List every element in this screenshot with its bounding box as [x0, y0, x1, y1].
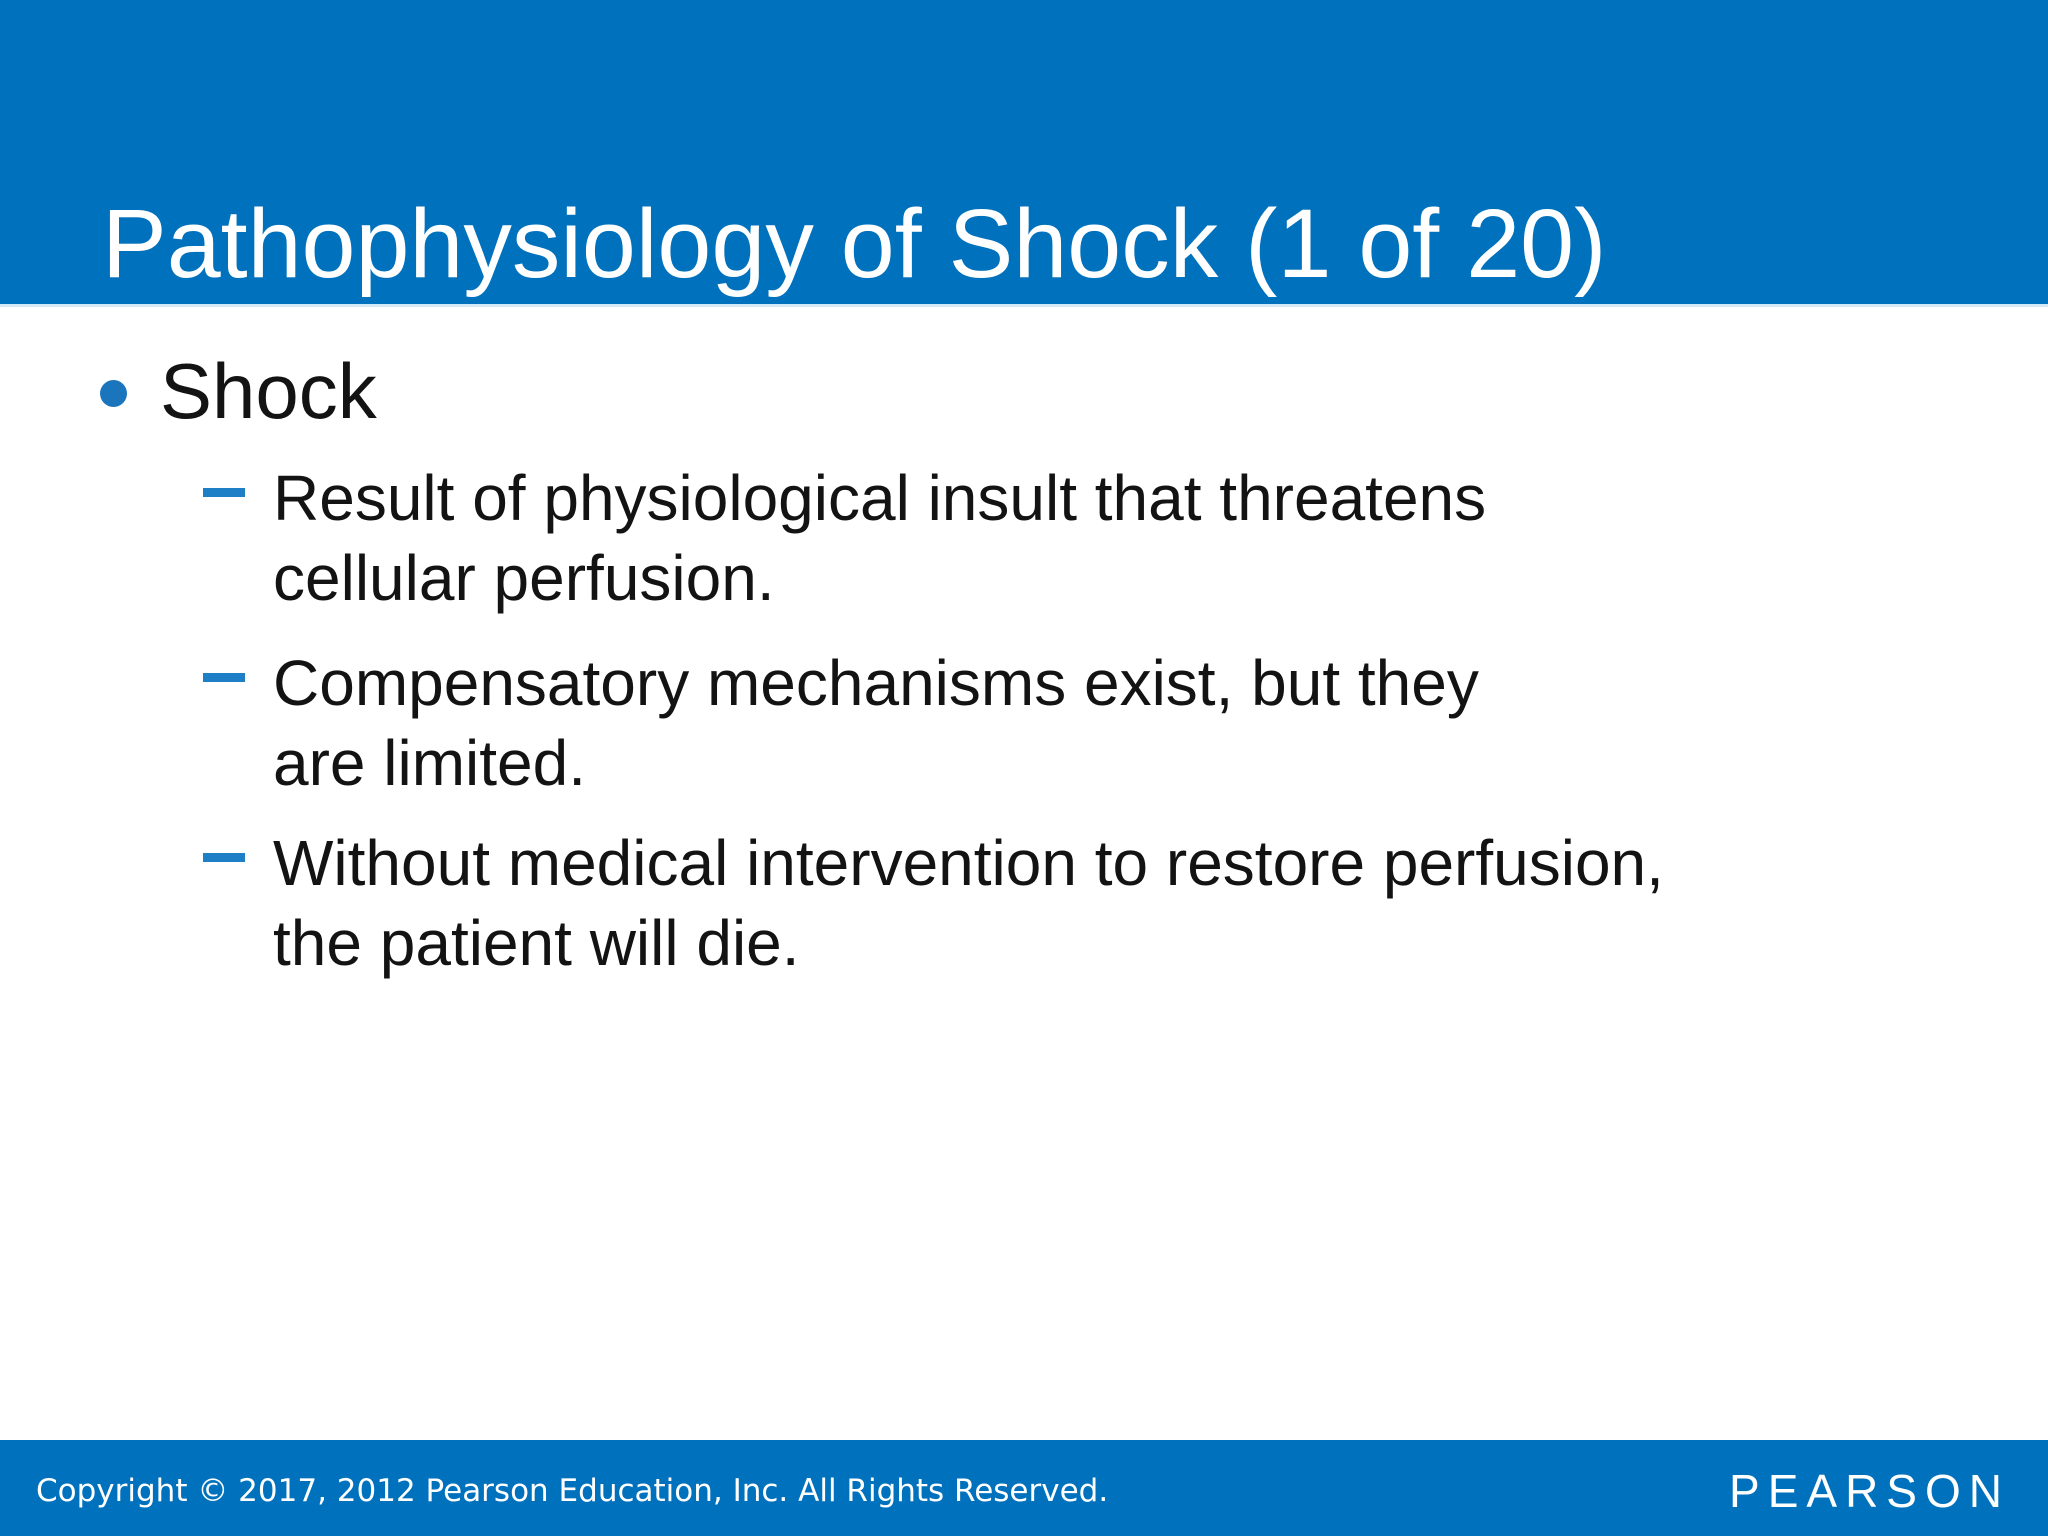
- bullet-dot-icon: [100, 380, 127, 407]
- dash-bullet-icon: [203, 853, 245, 862]
- sub-bullet-text: [273, 458, 1486, 618]
- footer-band: [0, 1440, 2048, 1536]
- sub-bullet-text: [273, 643, 1479, 803]
- dash-bullet-icon: [203, 488, 245, 497]
- sub-bullet-line: Result of physiological insult that threatens: [273, 462, 1487, 534]
- sub-bullet-line: Compensatory mechanisms exist, but they: [273, 647, 1479, 719]
- copyright-text: Copyright © 2017, 2012 Pearson Education, Inc. All Rights Reserved.: [36, 1473, 1109, 1509]
- sub-bullet-line: are limited.: [273, 727, 586, 799]
- sub-bullet-line: cellular perfusion.: [273, 542, 775, 614]
- sub-bullet-line: Without medical intervention to restore perfusion,: [273, 827, 1664, 899]
- sub-bullet-line: the patient will die.: [273, 907, 800, 979]
- pearson-logo: PEARSON: [1729, 1465, 2010, 1517]
- sub-bullet-2: [203, 643, 1479, 803]
- main-bullet-label: Shock: [160, 347, 377, 435]
- sub-bullet-3: [203, 823, 1664, 983]
- slide-title: Pathophysiology of Shock (1 of 20): [102, 189, 1607, 298]
- sub-bullet-text: [273, 823, 1664, 983]
- sub-bullet-1: [203, 458, 1486, 618]
- main-bullet: [100, 347, 377, 435]
- dash-bullet-icon: [203, 673, 245, 682]
- header-band: [0, 0, 2048, 307]
